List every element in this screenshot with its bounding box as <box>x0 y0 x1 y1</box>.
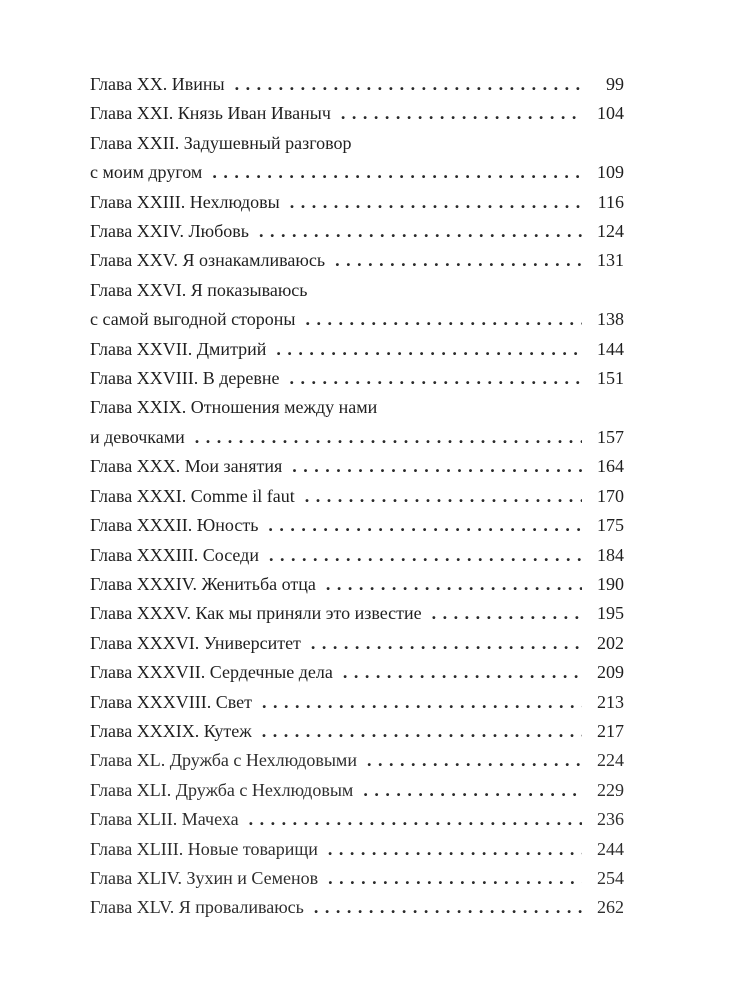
toc-entry-line <box>90 158 624 187</box>
toc-entry <box>90 364 624 393</box>
toc-entry-title: Глава XLIII. Новые товарищи <box>90 838 318 859</box>
dot-leader <box>292 452 582 481</box>
toc-entry-line <box>90 864 624 893</box>
dot-leader <box>262 717 582 746</box>
toc-entry-line <box>90 688 624 717</box>
page-number: 229 <box>597 779 624 800</box>
toc-entry <box>90 805 624 834</box>
toc-entry-line <box>90 717 624 746</box>
toc-entry <box>90 129 624 188</box>
page-number: 184 <box>597 544 624 565</box>
toc-entry <box>90 482 624 511</box>
toc-entry-title: Глава XXIII. Нехлюдовы <box>90 191 280 212</box>
toc-entry <box>90 217 624 246</box>
toc-entry-line <box>90 70 624 99</box>
dot-leader <box>432 599 582 628</box>
dot-leader <box>367 746 582 775</box>
toc-entry-line <box>90 364 624 393</box>
page-number: 170 <box>597 485 624 506</box>
toc-entry-title: Глава XXIV. Любовь <box>90 221 249 242</box>
dot-leader <box>341 99 582 128</box>
toc-entry <box>90 70 624 99</box>
page-number: 262 <box>597 897 624 918</box>
dot-leader <box>335 246 582 275</box>
page-number: 138 <box>597 309 624 330</box>
toc-entry-title: с моим другом <box>90 162 203 183</box>
toc-entry <box>90 688 624 717</box>
toc-entry <box>90 629 624 658</box>
toc-entry-line <box>90 305 624 334</box>
page-number: 236 <box>597 809 624 830</box>
toc-entry <box>90 599 624 628</box>
page-number: 131 <box>597 250 624 271</box>
toc-entry <box>90 776 624 805</box>
page-number: 104 <box>597 103 624 124</box>
toc-entry-title-line: Глава XXVI. Я показываюсь <box>90 279 308 300</box>
toc-entry-line <box>90 452 624 481</box>
page-number: 209 <box>597 662 624 683</box>
toc-entry <box>90 246 624 275</box>
toc-entry <box>90 864 624 893</box>
dot-leader <box>269 541 582 570</box>
toc-entry-line <box>90 246 624 275</box>
toc-entry-line <box>90 835 624 864</box>
page-number: 124 <box>597 221 624 242</box>
toc-entry-line <box>90 570 624 599</box>
toc-entry-line <box>90 511 624 540</box>
page-number: 213 <box>597 691 624 712</box>
toc-entry-title: Глава XLIV. Зухин и Семенов <box>90 867 319 888</box>
toc-entry-line <box>90 629 624 658</box>
page-number: 195 <box>597 603 624 624</box>
dot-leader <box>328 864 582 893</box>
page-number: 217 <box>597 720 624 741</box>
dot-leader <box>328 835 582 864</box>
toc-entry-title: Глава XXXV. Как мы приняли это известие <box>90 603 422 624</box>
toc-entry-line <box>90 423 624 452</box>
toc-entry-title: Глава XXXIV. Женитьба отца <box>90 573 316 594</box>
dot-leader <box>290 364 582 393</box>
dot-leader <box>343 658 582 687</box>
page-number: 99 <box>606 74 624 94</box>
toc-entry <box>90 835 624 864</box>
dot-leader <box>306 305 583 334</box>
toc-entry <box>90 511 624 540</box>
dot-leader <box>326 570 582 599</box>
toc-entry <box>90 335 624 364</box>
toc-entry-title: Глава XLII. Мачеха <box>90 809 239 830</box>
dot-leader <box>259 217 582 246</box>
toc-entry-line <box>90 805 624 834</box>
toc-entry-title: Глава XLI. Дружба с Нехлюдовым <box>90 779 354 800</box>
dot-leader <box>268 511 582 540</box>
toc-entry-line <box>90 482 624 511</box>
page-number: 164 <box>597 456 624 477</box>
dot-leader <box>314 893 582 922</box>
toc-entry <box>90 393 624 452</box>
page-number: 151 <box>597 368 624 389</box>
toc-entry-line <box>90 188 624 217</box>
page-number: 157 <box>597 426 624 447</box>
toc-entry <box>90 452 624 481</box>
toc-entry-title: Глава XXXIII. Соседи <box>90 544 259 565</box>
toc-entry-title: Глава XX. Ивины <box>90 74 225 94</box>
page-number: 175 <box>597 515 624 536</box>
toc-entry-line <box>90 776 624 805</box>
toc-entry-title: Глава XXXVIII. Свет <box>90 691 253 712</box>
toc-entry-title: Глава XXI. Князь Иван Иваныч <box>90 103 331 124</box>
page-number: 202 <box>597 632 624 653</box>
toc-entry <box>90 893 624 922</box>
toc-entry-title: Глава XXXI. Comme il faut <box>90 485 295 506</box>
dot-leader <box>235 70 582 99</box>
toc-entry <box>90 717 624 746</box>
toc-entry <box>90 541 624 570</box>
toc-entry <box>90 276 624 335</box>
toc-entry <box>90 570 624 599</box>
toc-entry-title: Глава XXVII. Дмитрий <box>90 338 267 359</box>
page-number: 224 <box>597 750 624 771</box>
page-number: 190 <box>597 573 624 594</box>
toc-entry <box>90 746 624 775</box>
toc-entry-title: и девочками <box>90 426 185 447</box>
toc-entry-line <box>90 746 624 775</box>
toc-entry-line <box>90 335 624 364</box>
dot-leader <box>276 335 582 364</box>
page-number: 144 <box>597 338 624 359</box>
toc-entry <box>90 188 624 217</box>
dot-leader <box>249 805 582 834</box>
dot-leader <box>311 629 582 658</box>
toc-entry-title-line: Глава XXII. Задушевный разговор <box>90 132 352 153</box>
table-of-contents <box>90 70 624 923</box>
toc-entry-title: Глава XXX. Мои занятия <box>90 456 283 477</box>
dot-leader <box>195 423 582 452</box>
toc-entry-title: Глава XXXIX. Кутеж <box>90 720 252 741</box>
toc-entry-line <box>90 217 624 246</box>
dot-leader <box>363 776 582 805</box>
toc-entry-line <box>90 541 624 570</box>
toc-entry-title: Глава XXXII. Юность <box>90 515 259 536</box>
page-number: 254 <box>597 867 624 888</box>
page-number: 116 <box>597 191 624 212</box>
toc-entry-line <box>90 599 624 628</box>
dot-leader <box>262 688 582 717</box>
toc-entry-line <box>90 658 624 687</box>
toc-entry-title: Глава XL. Дружба с Нехлюдовыми <box>90 750 357 771</box>
toc-entry-title: Глава XXV. Я ознакамливаюсь <box>90 250 326 271</box>
toc-entry <box>90 658 624 687</box>
toc-entry-title: с самой выгодной стороны <box>90 309 296 330</box>
toc-entry-line <box>90 99 624 128</box>
dot-leader <box>290 188 582 217</box>
page-number: 244 <box>597 838 624 859</box>
toc-entry-title: Глава XXXVII. Сердечные дела <box>90 662 333 683</box>
dot-leader <box>305 482 582 511</box>
toc-entry <box>90 99 624 128</box>
toc-entry-title: Глава XXVIII. В деревне <box>90 368 280 389</box>
toc-entry-title-line: Глава XXIX. Отношения между нами <box>90 397 378 418</box>
page-number: 109 <box>597 162 624 183</box>
dot-leader <box>212 158 582 187</box>
toc-entry-line <box>90 893 624 922</box>
toc-entry-title: Глава XLV. Я проваливаюсь <box>90 897 304 918</box>
toc-entry-title: Глава XXXVI. Университет <box>90 632 301 653</box>
